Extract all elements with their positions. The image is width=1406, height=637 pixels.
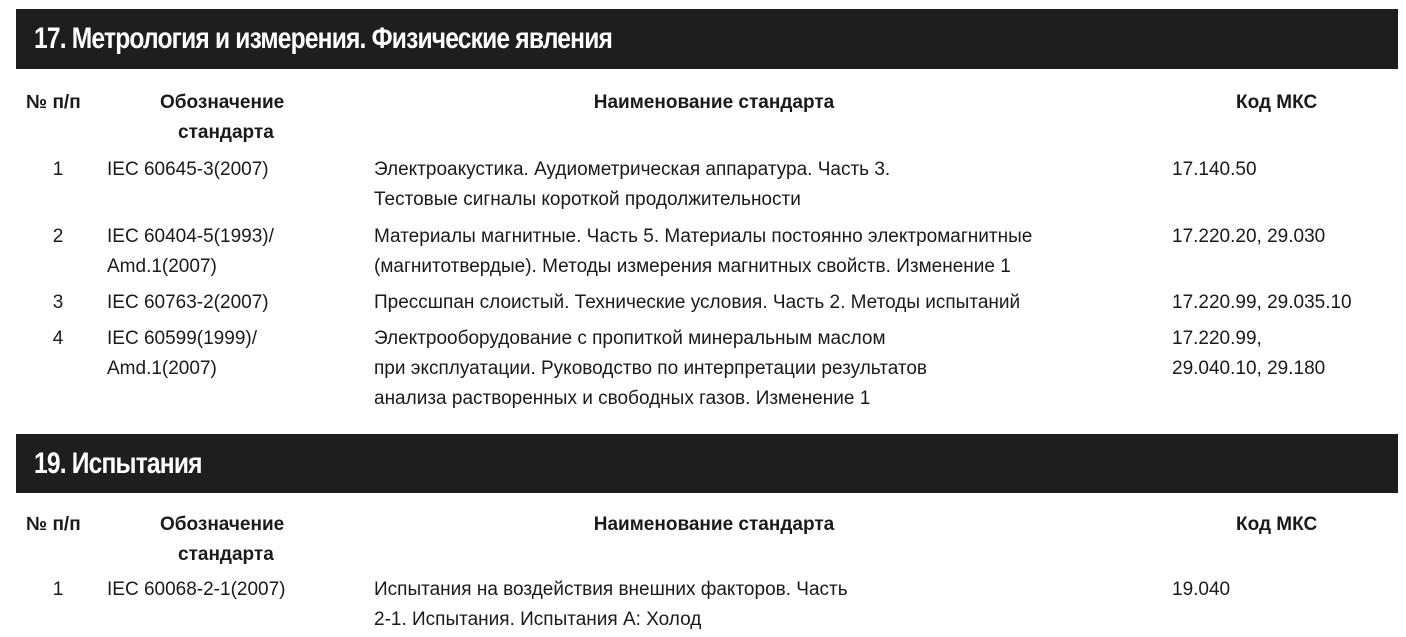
header-num: № п/п: [26, 92, 81, 113]
row-name: Испытания на воздействия внешних факторов. Часть 2-1. Испытания. Испытания А: Холод: [374, 579, 848, 630]
row-num: 1: [52, 159, 64, 180]
header-name: Наименование стандарта: [593, 514, 835, 535]
row-mks: 17.220.99, 29.040.10, 29.180: [1172, 328, 1326, 379]
section-19-title: 19. Испытания: [34, 446, 202, 480]
row-mks: 17.140.50: [1172, 159, 1257, 180]
row-code: IEC 60763-2(2007): [107, 292, 269, 313]
header-code: Обозначение стандарта: [160, 514, 285, 565]
row-num: 4: [52, 328, 64, 349]
row-mks: 17.220.20, 29.030: [1172, 226, 1326, 247]
row-name: Электрооборудование с пропиткой минеральным маслом при эксплуатации. Руководство по интерпретации результатов анализа растворенных и свободных газов. Изменение 1: [374, 328, 927, 409]
row-mks: 17.220.99, 29.035.10: [1172, 292, 1352, 313]
section-19-title-bar: [16, 434, 1398, 493]
header-code: Обозначение стандарта: [160, 92, 285, 143]
header-mks: Код МКС: [1236, 514, 1318, 535]
row-num: 2: [52, 226, 64, 247]
row-name: Электроакустика. Аудиометрическая аппаратура. Часть 3. Тестовые сигналы короткой продолжительности: [374, 159, 891, 210]
row-code: IEC 60404-5(1993)/ Amd.1(2007): [107, 226, 274, 277]
row-code: IEC 60068-2-1(2007): [107, 579, 286, 600]
header-mks: Код МКС: [1236, 92, 1318, 113]
row-num: 3: [52, 292, 64, 313]
section-17-title-bar: [16, 9, 1398, 69]
row-code: IEC 60645-3(2007): [107, 159, 269, 180]
row-mks: 19.040: [1172, 579, 1231, 600]
header-name: Наименование стандарта: [593, 92, 835, 113]
row-code: IEC 60599(1999)/ Amd.1(2007): [107, 328, 257, 379]
row-name: Прессшпан слоистый. Технические условия. Часть 2. Методы испытаний: [374, 292, 1021, 313]
row-name: Материалы магнитные. Часть 5. Материалы постоянно электромагнитные (магнитотвердые). Методы измерения магнитных свойств. Изменение 1: [374, 226, 1033, 277]
row-num: 1: [52, 579, 64, 600]
header-num: № п/п: [26, 514, 81, 535]
section-17-title: 17. Метрология и измерения. Физические явления: [34, 22, 613, 55]
